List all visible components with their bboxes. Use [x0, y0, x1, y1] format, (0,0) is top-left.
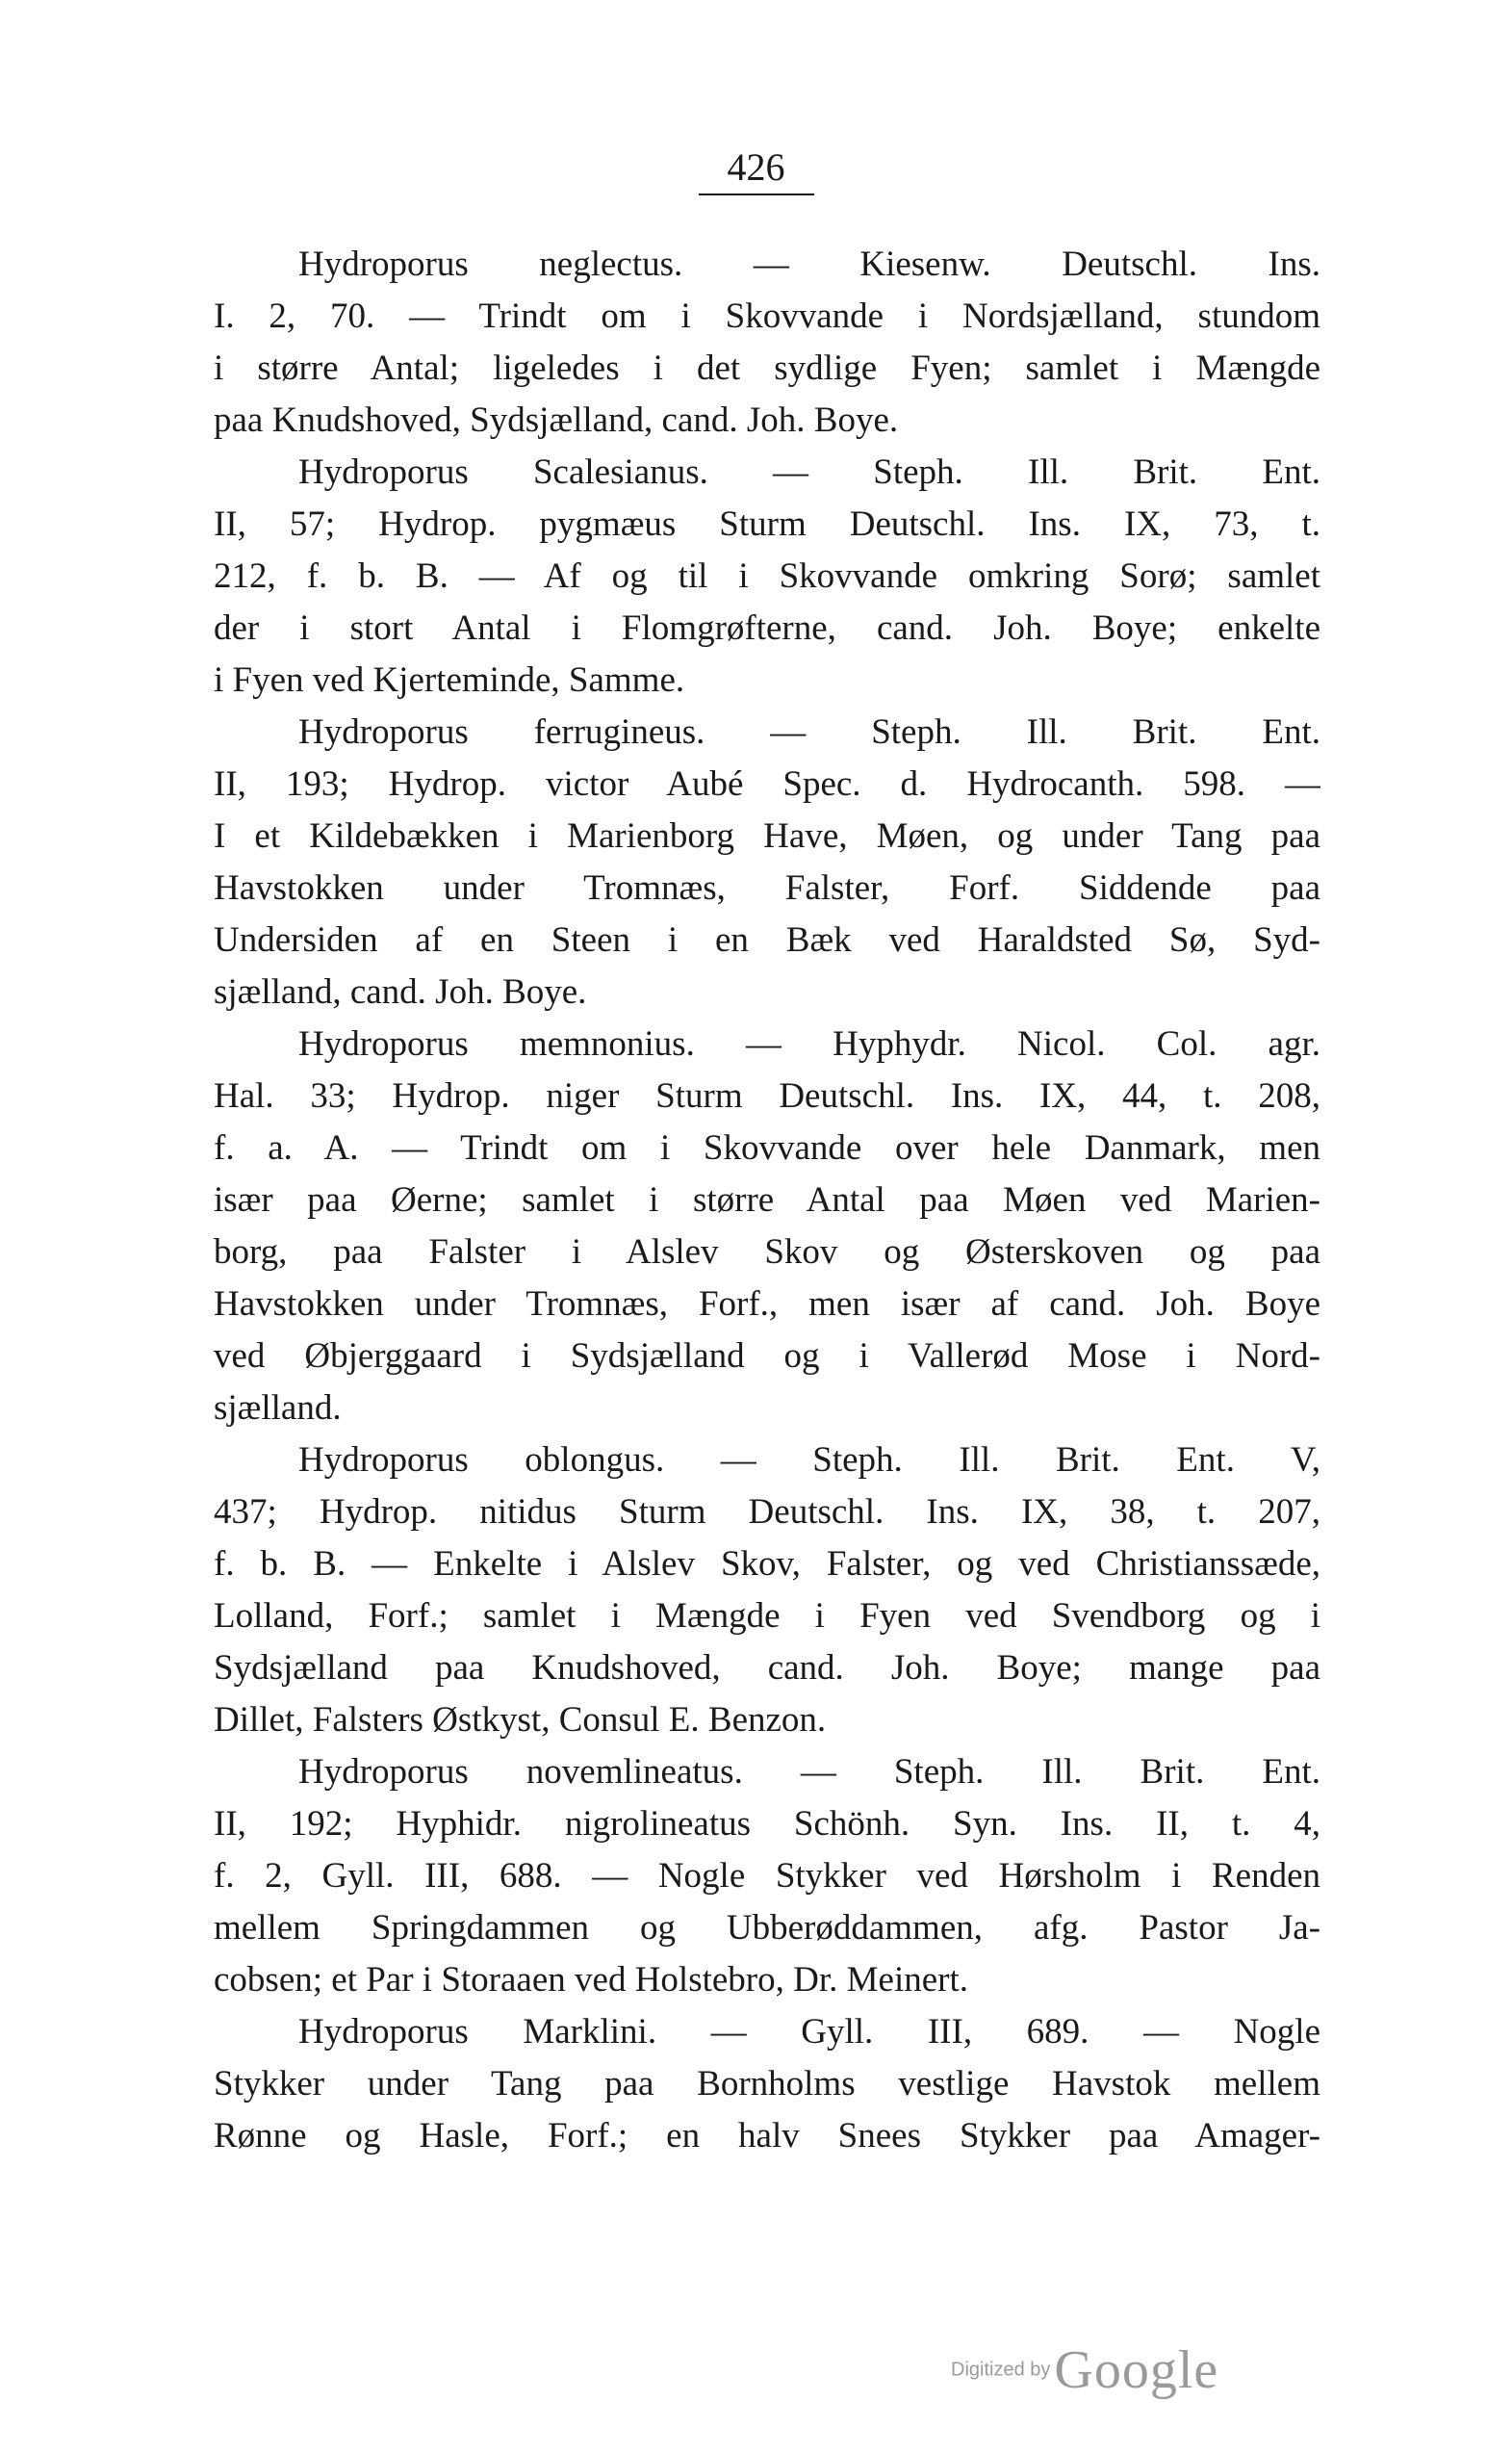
- text-line: Stykker under Tang paa Bornholms vestlige Havstok mellem: [214, 2064, 1320, 2104]
- text-line: f. b. B. — Enkelte i Alslev Skov, Falster, og ved Christianssæde,: [214, 1544, 1320, 1584]
- google-logo: Google: [1054, 2340, 1219, 2400]
- text-line: sjælland, cand. Joh. Boye.: [214, 972, 587, 1012]
- digitized-by-label: Digitized by: [951, 2359, 1051, 2381]
- page-number-text: 426: [699, 144, 814, 195]
- text-line: I. 2, 70. — Trindt om i Skovvande i Nordsjælland, stundom: [214, 297, 1320, 336]
- text-line: f. 2, Gyll. III, 688. — Nogle Stykker ved Hørsholm i Renden: [214, 1856, 1320, 1896]
- text-line: sjælland.: [214, 1388, 342, 1428]
- text-line: II, 192; Hyphidr. nigrolineatus Schönh. Syn. Ins. II, t. 4,: [214, 1804, 1320, 1844]
- species-entry-first-line: Hydroporus Marklini. — Gyll. III, 689. — Nogle: [298, 2012, 1320, 2052]
- text-line: Dillet, Falsters Østkyst, Consul E. Benzon.: [214, 1700, 827, 1740]
- text-line: mellem Springdammen og Ubberøddammen, afg. Pastor Ja-: [214, 1908, 1320, 1948]
- text-line: Rønne og Hasle, Forf.; en halv Snees Stykker paa Amager-: [214, 2116, 1320, 2156]
- text-line: Havstokken under Tromnæs, Forf., men især af cand. Joh. Boye: [214, 1284, 1320, 1324]
- species-entry-first-line: Hydroporus oblongus. — Steph. Ill. Brit. Ent. V,: [298, 1440, 1320, 1480]
- text-line: i større Antal; ligeledes i det sydlige Fyen; samlet i Mængde: [214, 349, 1320, 388]
- text-line: II, 193; Hydrop. victor Aubé Spec. d. Hydrocanth. 598. —: [214, 764, 1320, 804]
- text-line: cobsen; et Par i Storaaen ved Holstebro, Dr. Meinert.: [214, 1960, 968, 2000]
- species-entry-first-line: Hydroporus neglectus. — Kiesenw. Deutschl. Ins.: [298, 245, 1320, 284]
- species-entry-first-line: Hydroporus memnonius. — Hyphydr. Nicol. Col. agr.: [298, 1024, 1320, 1064]
- text-line: især paa Øerne; samlet i større Antal paa Møen ved Marien-: [214, 1180, 1320, 1220]
- text-line: Havstokken under Tromnæs, Falster, Forf. Siddende paa: [214, 868, 1320, 908]
- text-line: i Fyen ved Kjerteminde, Samme.: [214, 660, 685, 700]
- digitization-watermark: [951, 2339, 1218, 2401]
- text-line: Hal. 33; Hydrop. niger Sturm Deutschl. Ins. IX, 44, t. 208,: [214, 1076, 1320, 1116]
- text-line: Undersiden af en Steen i en Bæk ved Haraldsted Sø, Syd-: [214, 920, 1320, 960]
- text-line: ved Øbjerggaard i Sydsjælland og i Vallerød Mose i Nord-: [214, 1336, 1320, 1376]
- page-number: [0, 144, 1512, 195]
- text-line: Lolland, Forf.; samlet i Mængde i Fyen ved Svendborg og i: [214, 1596, 1320, 1636]
- species-entry-first-line: Hydroporus Scalesianus. — Steph. Ill. Brit. Ent.: [298, 452, 1320, 492]
- text-line: paa Knudshoved, Sydsjælland, cand. Joh. Boye.: [214, 400, 899, 440]
- text-line: II, 57; Hydrop. pygmæus Sturm Deutschl. Ins. IX, 73, t.: [214, 504, 1320, 544]
- text-line: der i stort Antal i Flomgrøfterne, cand. Joh. Boye; enkelte: [214, 608, 1320, 648]
- species-entry-first-line: Hydroporus novemlineatus. — Steph. Ill. Brit. Ent.: [298, 1752, 1320, 1792]
- text-line: f. a. A. — Trindt om i Skovvande over hele Danmark, men: [214, 1128, 1320, 1168]
- text-line: Sydsjælland paa Knudshoved, cand. Joh. Boye; mange paa: [214, 1648, 1320, 1688]
- text-line: borg, paa Falster i Alslev Skov og Østerskoven og paa: [214, 1232, 1320, 1272]
- species-entry-first-line: Hydroporus ferrugineus. — Steph. Ill. Brit. Ent.: [298, 712, 1320, 752]
- text-column: [214, 239, 1320, 2162]
- text-line: 212, f. b. B. — Af og til i Skovvande omkring Sorø; samlet: [214, 556, 1320, 596]
- text-line: I et Kildebækken i Marienborg Have, Møen, og under Tang paa: [214, 816, 1320, 856]
- text-line: 437; Hydrop. nitidus Sturm Deutschl. Ins. IX, 38, t. 207,: [214, 1492, 1320, 1532]
